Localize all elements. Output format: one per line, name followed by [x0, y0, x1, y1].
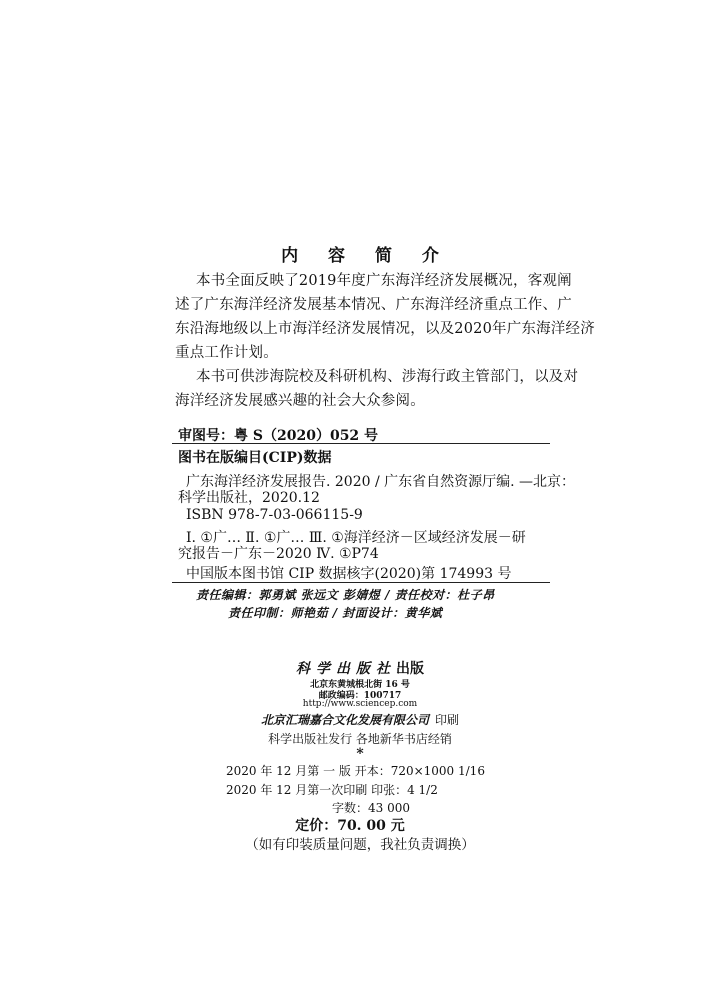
- separator-star: *: [356, 746, 364, 762]
- credits-editors: 责任编辑：郭勇斌 张远文 彭婧煜 / 责任校对：杜子昂: [196, 588, 495, 602]
- cip-data-number: 中国版本图书馆 CIP 数据核字(2020)第 174993 号: [186, 566, 512, 582]
- summary-title: 内 容 简 介: [281, 246, 451, 266]
- review-number: 审图号：粤 S（2020）052 号: [178, 428, 379, 444]
- publisher-website: http://www.sciencep.com: [302, 699, 418, 709]
- publish-word: 出版: [396, 661, 424, 677]
- publisher-name-seal: 科学出版社: [296, 661, 396, 677]
- summary-line-1: 本书全面反映了2019年度广东海洋经济发展概况，客观阐: [196, 273, 572, 289]
- distribution-line: 科学出版社发行 各地新华书店经销: [268, 732, 452, 746]
- printer-line: [0, 711, 720, 728]
- summary-line-4: 重点工作计划。: [175, 345, 278, 361]
- cip-top-rule: [172, 443, 550, 444]
- print-word: 印刷: [435, 713, 460, 727]
- cip-bottom-rule: [172, 582, 550, 583]
- impression-line: 2020 年 12 月第一次印刷 印张：4 1/2: [226, 783, 438, 797]
- printer-name: 北京汇瑞嘉合文化发展有限公司: [260, 713, 429, 727]
- cip-line-5: 究报告－广东－2020 Ⅳ. ①P74: [178, 546, 379, 562]
- cip-line-2: 科学出版社，2020.12: [178, 490, 320, 506]
- publisher-postcode: 邮政编码：100717: [318, 691, 402, 701]
- cip-line-4: Ⅰ. ①广… Ⅱ. ①广… Ⅲ. ①海洋经济－区域经济发展－研: [186, 530, 526, 546]
- quality-note: （如有印装质量问题，我社负责调换）: [245, 837, 475, 853]
- edition-line: 2020 年 12 月第 一 版 开本：720×1000 1/16: [226, 764, 485, 778]
- summary-line-5: 本书可供涉海院校及科研机构、涉海行政主管部门，以及对: [196, 369, 579, 385]
- publisher-address: 北京东黄城根北街 16 号: [310, 680, 410, 690]
- cip-line-1: 广东海洋经济发展报告. 2020 / 广东省自然资源厅编. —北京：: [186, 474, 576, 490]
- summary-line-2: 述了广东海洋经济发展基本情况、广东海洋经济重点工作、广: [175, 297, 572, 313]
- cip-heading: 图书在版编目(CIP)数据: [178, 450, 332, 466]
- summary-line-6: 海洋经济发展感兴趣的社会大众参阅。: [175, 393, 425, 409]
- word-count: 字数：43 000: [332, 801, 410, 815]
- credits-production: 责任印制：师艳茹 / 封面设计：黄华斌: [228, 606, 443, 620]
- price: 定价：70. 00 元: [295, 818, 405, 834]
- cip-isbn: ISBN 978-7-03-066115-9: [186, 507, 363, 523]
- publisher-line: [0, 658, 720, 678]
- summary-line-3: 东沿海地级以上市海洋经济发展情况，以及2020年广东海洋经济: [175, 321, 595, 337]
